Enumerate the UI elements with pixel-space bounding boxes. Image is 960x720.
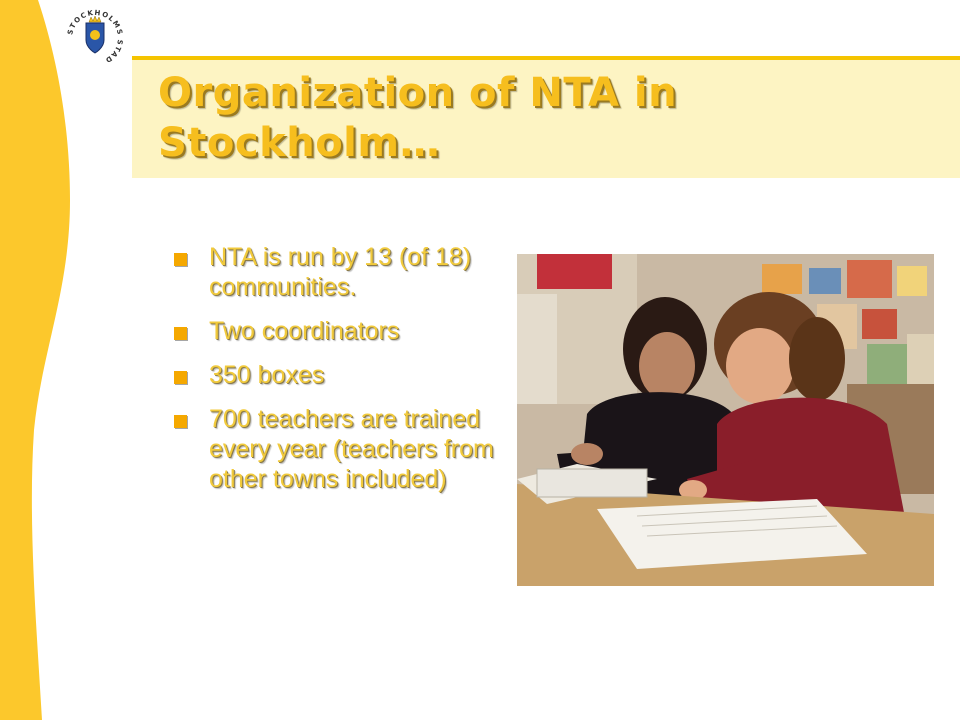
bullet-text: 700 teachers are trained every year (teachers from other towns included) xyxy=(209,405,494,493)
coat-of-arms-icon xyxy=(62,6,128,68)
bullet-text: NTA is run by 13 (of 18) communities. xyxy=(209,243,472,301)
bullet-square-icon xyxy=(174,371,187,384)
stockholms-stad-logo xyxy=(62,6,128,68)
bullet-square-icon xyxy=(174,253,187,266)
bullet-square-icon xyxy=(174,415,187,428)
left-yellow-wave xyxy=(0,0,140,720)
students-photo-illustration xyxy=(517,254,934,586)
logo-text: STOCKHOLMS STAD xyxy=(66,8,125,65)
bullet-square-icon xyxy=(174,327,187,340)
bullet-text: Two coordinators xyxy=(209,317,400,345)
bullet-item xyxy=(172,242,512,302)
bullet-text: 350 boxes xyxy=(209,361,325,389)
bullet-list xyxy=(172,242,512,508)
slide-title: Organization of NTA in Stockholm… xyxy=(158,70,678,166)
bullet-item xyxy=(172,360,512,390)
bullet-item xyxy=(172,404,512,494)
bullet-item xyxy=(172,316,512,346)
classroom-photo xyxy=(517,254,934,586)
